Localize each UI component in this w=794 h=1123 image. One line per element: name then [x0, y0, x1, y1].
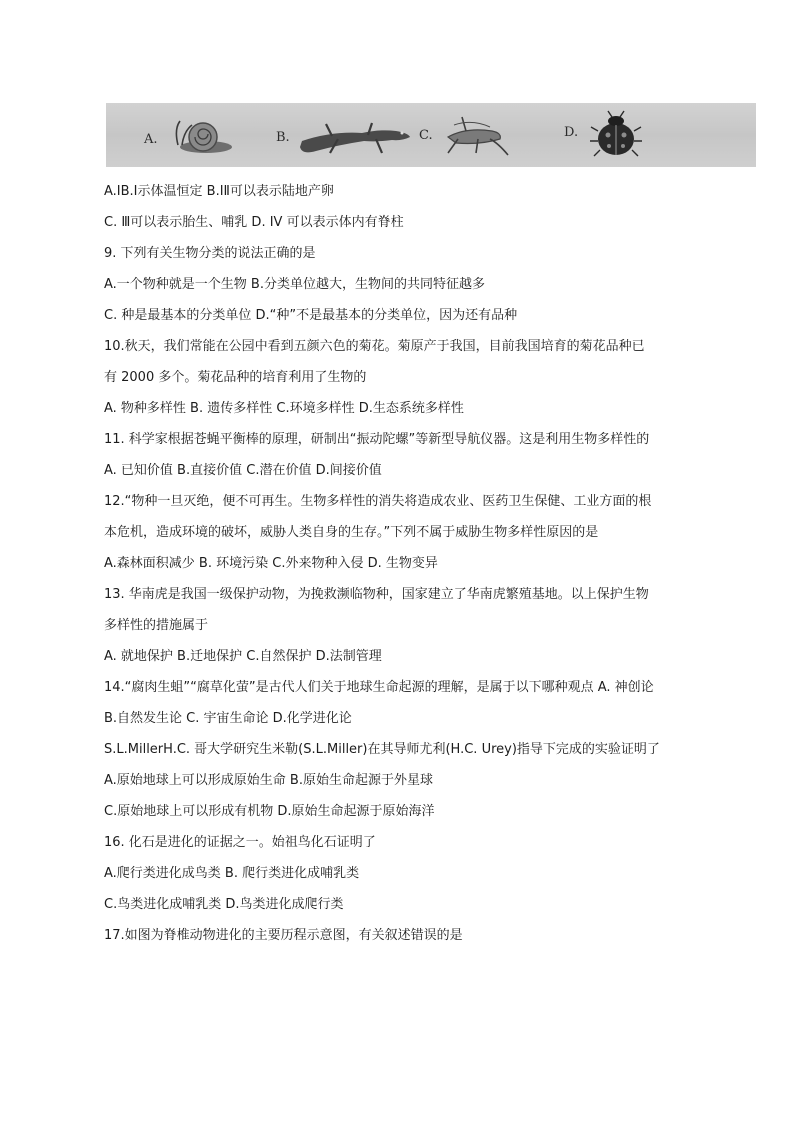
question-10: 10.秋天，我们常能在公园中看到五颜六色的菊花。菊原产于我国，目前我国培育的菊花品种已 — [104, 339, 645, 354]
option-c-letter: C. — [419, 128, 433, 143]
text-line: A.爬行类进化成鸟类 B. 爬行类进化成哺乳类 — [104, 866, 360, 881]
text-line: A. 已知价值 B.直接价值 C.潜在价值 D.间接价值 — [104, 463, 382, 478]
text-line: A. 就地保护 B.迁地保护 C.自然保护 D.法制管理 — [104, 649, 382, 664]
question-9: 9. 下列有关生物分类的说法正确的是 — [104, 246, 316, 261]
text-line: 多样性的措施属于 — [104, 618, 209, 633]
animal-photo-strip — [106, 103, 756, 167]
text-line: C. 种是最基本的分类单位 D.“种”不是最基本的分类单位，因为还有品种 — [104, 308, 518, 323]
text-line: A.原始地球上可以形成原始生命 B.原始生命起源于外星球 — [104, 773, 433, 788]
text-line: C. Ⅲ可以表示胎生、哺乳 D. IV 可以表示体内有脊柱 — [104, 215, 404, 230]
grasshopper-icon — [448, 117, 508, 155]
text-line: C.原始地球上可以形成有机物 D.原始生命起源于原始海洋 — [104, 804, 435, 819]
text-line: 本危机，造成环境的破坏，威胁人类自身的生存。”下列不属于威胁生物多样性原因的是 — [104, 525, 599, 540]
text-line: C.鸟类进化成哺乳类 D.鸟类进化成爬行类 — [104, 897, 344, 912]
ladybug-icon — [590, 111, 642, 156]
question-12: 12.“物种一旦灭绝，便不可再生。生物多样性的消失将造成农业、医药卫生保健、工业方面的根 — [104, 494, 652, 509]
text-line: A.IB.I示体温恒定 B.IⅡ可以表示陆地产卵 — [104, 184, 334, 199]
question-11: 11. 科学家根据苍蝇平衡棒的原理，研制出“振动陀螺”等新型导航仪器。这是利用生物多样性的 — [104, 432, 650, 447]
snail-icon — [176, 121, 232, 153]
text-line: A.森林面积减少 B. 环境污染 C.外来物种入侵 D. 生物变异 — [104, 556, 438, 571]
question-13: 13. 华南虎是我国一级保护动物，为挽救濒临物种，国家建立了华南虎繁殖基地。以上保护生物 — [104, 587, 649, 602]
text-line: A. 物种多样性 B. 遗传多样性 C.环境多样性 D.生态系统多样性 — [104, 401, 464, 416]
text-line: 有 2000 多个。菊花品种的培育利用了生物的 — [104, 370, 367, 385]
animal-photo-svg — [106, 103, 756, 167]
option-d-letter: D. — [564, 125, 579, 140]
lizard-icon — [300, 123, 410, 153]
text-line: A.一个物种就是一个生物 B.分类单位越大，生物间的共同特征越多 — [104, 277, 485, 292]
option-b-letter: B. — [276, 130, 290, 145]
question-16: 16. 化石是进化的证据之一。始祖鸟化石证明了 — [104, 835, 376, 850]
option-a-letter: A. — [144, 132, 158, 147]
text-line: B.自然发生论 C. 宇宙生命论 D.化学进化论 — [104, 711, 352, 726]
question-17: 17.如图为脊椎动物进化的主要历程示意图，有关叙述错误的是 — [104, 928, 463, 943]
question-15: S.L.MillerH.C. 哥大学研究生米勒(S.L.Miller)在其导师尤利(H.C. Urey)指导下完成的实验证明了 — [104, 742, 660, 757]
question-14: 14.“腐肉生蛆”“腐草化萤”是古代人们关于地球生命起源的理解，是属于以下哪种观点 A. 神创论 — [104, 680, 654, 695]
